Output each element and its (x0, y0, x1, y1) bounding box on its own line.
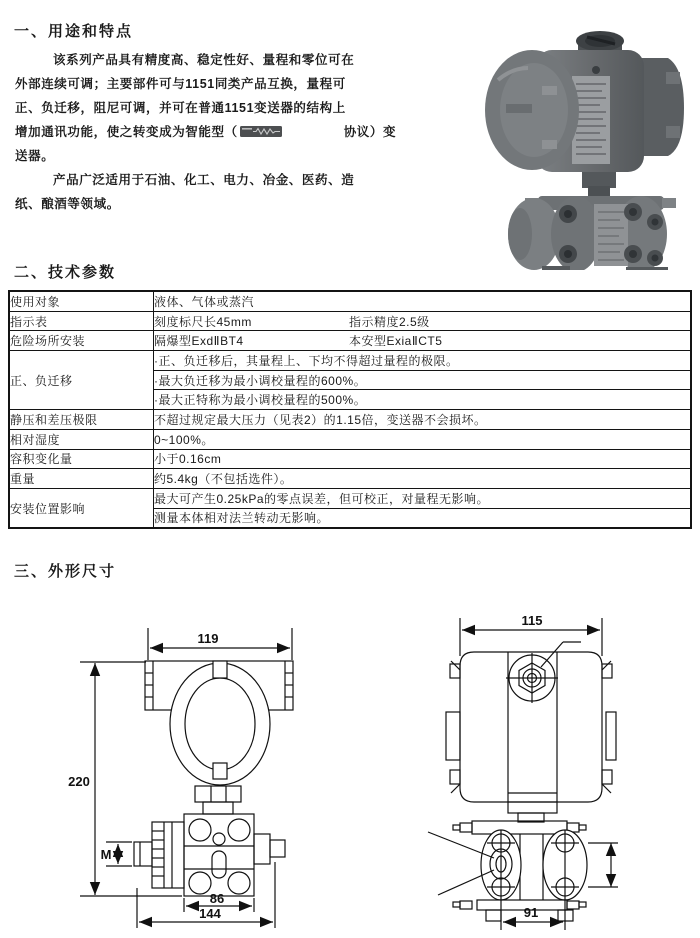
paragraph-line: 该系列产品具有精度高、稳定性好、量程和零位可在 (53, 53, 355, 67)
photo-housing (485, 50, 684, 172)
paragraph-line (15, 120, 480, 144)
photo-sensor-body (508, 196, 676, 270)
param-value-cell: ·正、负迁移后，其量程上、下均不得超过量程的极限。 (154, 351, 692, 371)
param-label-cell: 容积变化量 (9, 449, 154, 469)
paragraph-line: 产品广泛适用于石油、化工、电力、冶金、医药、造 (53, 173, 355, 187)
front-view-drawing (60, 600, 360, 938)
front-view-linework (80, 628, 293, 928)
param-label-cell: 静压和差压极限 (9, 410, 154, 430)
param-label-cell: 重量 (9, 469, 154, 489)
param-value-cell (154, 331, 692, 351)
param-label-cell: 正、负迁移 (9, 351, 154, 410)
product-photo (478, 28, 700, 275)
dim-label-86: 86 (209, 891, 225, 906)
param-value-part: 隔爆型ExdⅡBT4 (154, 334, 244, 349)
param-label-cell: 危险场所安装 (9, 331, 154, 351)
table-row (9, 331, 691, 351)
param-label-cell: 指示表 (9, 311, 154, 331)
hart-protocol-logo-icon (240, 121, 282, 132)
transmitter-photo-illustration (478, 28, 700, 270)
param-value-cell: ·最大正特称为最小调校量程的500%。 (154, 390, 692, 410)
section-heading-dimensions: 三、外形尺寸 (14, 563, 117, 580)
dim-label-144: 144 (199, 906, 221, 921)
paragraph-line: 送器。 (15, 149, 55, 163)
table-row (9, 410, 691, 430)
param-value-cell: 约5.4kg（不包括选件）。 (154, 469, 692, 489)
table-row (9, 351, 691, 371)
table-row (9, 311, 691, 331)
paragraph-text: 协议）变 (343, 125, 397, 139)
side-view-linework (428, 618, 618, 930)
dim-label-91: 91 (523, 905, 539, 920)
technical-parameters-table (8, 290, 692, 529)
param-label-cell: 相对湿度 (9, 429, 154, 449)
param-label-cell: 安装位置影响 (9, 488, 154, 528)
param-value-cell: 不超过规定最大压力（见表2）的1.15倍，变送器不会损坏。 (154, 410, 692, 430)
table-row (9, 429, 691, 449)
dim-label-115: 115 (521, 613, 543, 628)
param-value-cell (154, 311, 692, 331)
dim-label-m: M (100, 847, 112, 862)
param-value-cell: ·最大负迁移为最小调校量程的600%。 (154, 370, 692, 390)
param-value-cell: 液体、气体或蒸汽 (154, 291, 692, 311)
paragraph-text: 增加通讯功能，使之转变成为智能型（ (15, 125, 238, 139)
param-value-cell: 0~100%。 (154, 429, 692, 449)
paragraph-line: 纸、酿酒等领域。 (15, 197, 120, 211)
features-paragraph (15, 48, 480, 216)
param-value-part: 指示精度2.5级 (349, 314, 430, 329)
table-row (9, 449, 691, 469)
table-row (9, 291, 691, 311)
param-value-part: 刻度标尺长45mm (154, 314, 252, 329)
param-value-part: 本安型ExiaⅡCT5 (349, 334, 443, 349)
dim-label-220: 220 (68, 774, 90, 789)
photo-neck (582, 172, 616, 198)
section-heading-features: 一、用途和特点 (14, 23, 134, 40)
section-heading-params: 二、技术参数 (14, 264, 117, 281)
table-row (9, 469, 691, 489)
param-value-cell: 小于0.16cm (154, 449, 692, 469)
param-value-cell: 测量本体相对法兰转动无影响。 (154, 508, 692, 528)
param-value-cell: 最大可产生0.25kPa的零点误差，但可校正，对量程无影响。 (154, 488, 692, 508)
param-label-cell: 使用对象 (9, 291, 154, 311)
table-row (9, 488, 691, 508)
dim-label-119: 119 (197, 631, 219, 646)
paragraph-line: 正、负迁移，阻尼可调，并可在普通1151变送器的结构上 (15, 101, 346, 115)
paragraph-line: 外部连续可调；主要部件可与1151同类产品互换，量程可 (15, 77, 346, 91)
side-view-drawing (420, 600, 700, 938)
